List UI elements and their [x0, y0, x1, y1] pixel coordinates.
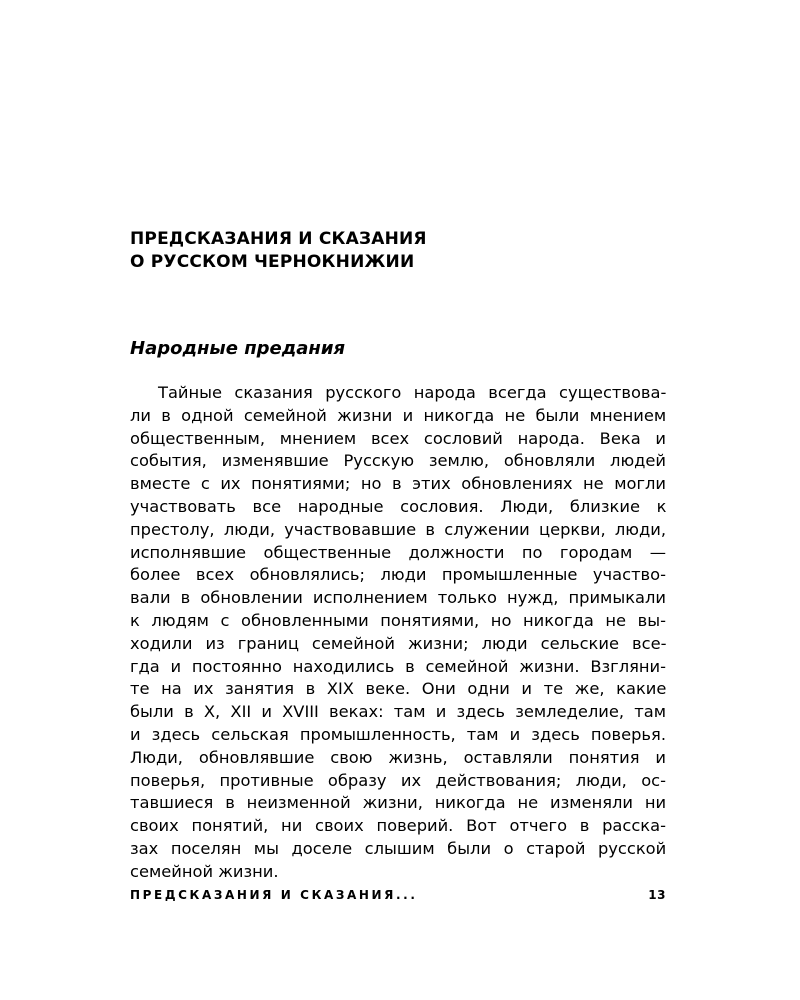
- text-line: престолу, люди, участвовавшие в служении церкви, люди,: [130, 519, 666, 539]
- section-heading: Народные предания: [130, 338, 346, 359]
- text-line: и здесь сельская промышленность, там и здесь поверья.: [130, 724, 666, 744]
- text-line: тавшиеся в неизменной жизни, никогда не изменяли ни: [130, 793, 667, 813]
- body-paragraph: [130, 382, 666, 884]
- text-line: зах поселян мы доселе слышим были о старой русской: [130, 838, 667, 858]
- text-line: поверья, противные образу их действования; люди, ос-: [130, 770, 666, 790]
- text-line: Тайные сказания русского народа всегда существова-: [158, 383, 667, 402]
- text-line: исполнявшие общественные должности по городам —: [130, 542, 666, 562]
- chapter-title-line-1: ПРЕДСКАЗАНИЯ И СКАЗАНИЯ: [130, 229, 427, 249]
- text-line: семейной жизни.: [130, 861, 279, 881]
- text-line: вместе с их понятиями; но в этих обновлениях не могли: [130, 474, 666, 494]
- text-line: вали в обновлении исполнением только нужд, примыкали: [130, 588, 666, 608]
- text-line: были в X, XII и XVIII веках: там и здесь земледелие, там: [130, 702, 666, 722]
- text-line: более всех обновлялись; люди промышленные участво-: [130, 565, 666, 585]
- text-line: своих понятий, ни своих поверий. Вот отчего в расска-: [130, 816, 666, 836]
- running-title: ПРЕДСКАЗАНИЯ И СКАЗАНИЯ...: [130, 888, 418, 902]
- text-line: события, изменявшие Русскую землю, обновляли людей: [130, 451, 666, 471]
- text-line: участвовать все народные сословия. Люди, близкие к: [130, 496, 667, 516]
- text-line: Люди, обновлявшие свою жизнь, оставляли понятия и: [130, 747, 666, 767]
- text-line: к людям с обновленными понятиями, но никогда не вы-: [130, 610, 666, 630]
- text-line: ходили из границ семейной жизни; люди сельские все-: [130, 633, 667, 653]
- page-number: 13: [648, 888, 666, 902]
- chapter-title-line-2: О РУССКОМ ЧЕРНОКНИЖИИ: [130, 252, 415, 272]
- text-line: те на их занятия в XIX веке. Они одни и те же, какие: [130, 679, 667, 699]
- text-line: ли в одной семейной жизни и никогда не были мнением: [130, 405, 667, 425]
- chapter-title: [130, 228, 690, 274]
- text-line: гда и постоянно находились в семейной жизни. Взгляни-: [130, 656, 666, 676]
- running-footer: [130, 888, 666, 902]
- text-line: общественным, мнением всех сословий народа. Века и: [130, 428, 666, 448]
